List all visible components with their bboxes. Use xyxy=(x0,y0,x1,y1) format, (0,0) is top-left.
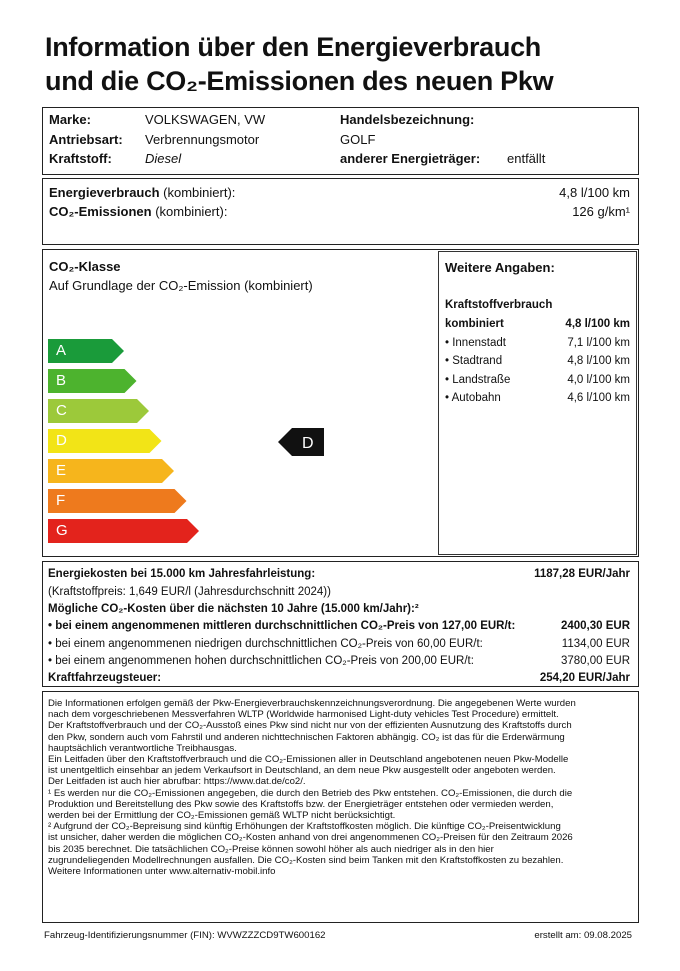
fine-print-line: Produktion und Bereitstellung des Pkw sowie des Kraftstoffs bzw. der Energieträger entstehen oder vermieden werden, xyxy=(48,798,554,810)
co2kosten-row-1-value: 2400,30 EUR xyxy=(560,620,630,632)
co2-label xyxy=(49,204,227,220)
fine-print-line: Der Kraftstoffverbrauch und der CO₂-Ausstoß eines Pkw sind nicht nur von der effizienten Ausnutzung des Kraftstoffs durch xyxy=(48,720,572,732)
fine-print-line: ist unentgeltlich einsehbar an jedem Verkaufsort in Deutschland, an dem neue Pkw ausgestellt oder angeboten werden. xyxy=(48,765,556,777)
fine-print-line: zugrundeliegenden Modellrechnungen ausfallen. Die CO₂-Kosten sind beim Tanken mit den Kraftstoffkosten zu bezahlen. xyxy=(48,854,564,866)
fin-text: Fahrzeug-Identifizierungsnummer (FIN): WVWZZZCD9TW600162 xyxy=(44,930,326,941)
weitere-row-value: 4,8 l/100 km xyxy=(567,355,630,367)
weitere-row-label: • Stadtrand xyxy=(445,355,503,367)
energiekosten-value: 1187,28 EUR/Jahr xyxy=(534,568,630,580)
antrieb-value: Verbrennungsmotor xyxy=(145,132,260,147)
fine-print-line: ² Aufgrund der CO₂-Bepreisung sind künftig Erhöhungen der Kraftstoffkosten möglich. Die künftige CO₂-Preisentwicklung xyxy=(48,821,561,833)
co2-class-letter-b: B xyxy=(56,372,67,389)
weitere-row-label: • Innenstadt xyxy=(445,336,506,349)
fine-print-line: hauptsächlich verantwortliche Treibhausgas. xyxy=(48,742,237,754)
antrieb-label: Antriebsart: xyxy=(49,132,123,147)
weitere-row-label: • Landstraße xyxy=(445,373,511,386)
co2-class-arrow-b xyxy=(48,369,137,393)
energie-value: 4,8 l/100 km xyxy=(559,185,630,200)
weitere-row-label: kombiniert xyxy=(445,318,504,330)
current-class-letter: D xyxy=(302,435,314,452)
co2-class-arrow-a xyxy=(48,339,124,363)
fine-print-line: werden bei der Ermittlung der CO₂-Emissionen gemäß WLTP nicht berücksichtigt. xyxy=(48,810,396,822)
weitere-heading: Weitere Angaben: xyxy=(445,260,555,275)
energie-label-rest: (kombiniert): xyxy=(159,185,236,200)
co2kosten-row-3-value: 3780,00 EUR xyxy=(560,655,630,667)
co2-class-arrow-g xyxy=(48,519,199,543)
created-date: erstellt am: 09.08.2025 xyxy=(534,930,632,941)
co2kosten-row-1-label: • bei einem angenommenen mittleren durchschnittlichen CO₂-Preis von 127,00 EUR/t: xyxy=(48,620,516,632)
andere-value: entfällt xyxy=(507,151,546,166)
weitere-row-value: 4,8 l/100 km xyxy=(565,318,630,330)
co2-label-bold: CO₂-Emissionen xyxy=(49,204,152,219)
co2kosten-row-2-value: 1134,00 EUR xyxy=(561,638,630,650)
fine-print xyxy=(48,698,638,877)
co2-class-letter-c: C xyxy=(56,402,67,419)
fine-print-line: bis 2035 berechnet. Die tatsächlichen CO₂-Preise können sowohl höher als auch niedriger als in den hier xyxy=(48,843,494,855)
co2-class-letter-f: F xyxy=(56,492,66,509)
energie-label-bold: Energieverbrauch xyxy=(49,185,160,200)
title-line-2: und die CO₂-Emissionen des neuen Pkw xyxy=(45,66,554,96)
co2kosten-label: Mögliche CO₂-Kosten über die nächsten 10 Jahre (15.000 km/Jahr):² xyxy=(48,603,419,615)
co2kosten-row-2-label: • bei einem angenommenen niedrigen durchschnittlichen CO₂-Preis von 60,00 EUR/t: xyxy=(48,638,483,650)
fine-print-line: Weitere Informationen unter www.alternativ-mobil.info xyxy=(48,866,276,878)
kraftstoff-value: Diesel xyxy=(145,151,182,166)
co2kosten-row-3-label: • bei einem angenommenen hohen durchschnittlichen CO₂-Preis von 200,00 EUR/t: xyxy=(48,655,474,667)
fine-print-line: Die Informationen erfolgen gemäß der Pkw-Energieverbrauchskennzeichnungsverordnung. Die angegebenen Werte wurden xyxy=(48,698,576,709)
andere-label: anderer Energieträger: xyxy=(340,151,481,166)
fine-print-line: Der Leitfaden ist auch hier abrufbar: https://www.dat.de/co2/. xyxy=(48,776,306,788)
title-line-1: Information über den Energieverbrauch xyxy=(45,32,541,62)
co2-class-arrow-e xyxy=(48,459,174,483)
co2-class-letter-e: E xyxy=(56,462,67,479)
co2-class-arrow-c xyxy=(48,399,149,423)
co2-class-letter-a: A xyxy=(56,342,67,359)
co2-class-letter-g: G xyxy=(56,522,68,539)
page-title xyxy=(45,30,645,98)
co2-value: 126 g/km¹ xyxy=(572,204,630,219)
co2-class-heading: CO₂-Klasse xyxy=(49,259,121,274)
handel-value: GOLF xyxy=(340,132,376,147)
fine-print-line: nach dem vorgeschriebenen Messverfahren WLTP (Worldwide harmonised Light-duty vehicles Test Procedure) ermittelt. xyxy=(48,709,559,721)
co2-class-arrow-f xyxy=(48,489,187,513)
energiekosten-label: Energiekosten bei 15.000 km Jahresfahrleistung: xyxy=(48,568,316,580)
fine-print-line: Ein Leitfaden über den Kraftstoffverbrauch und die CO₂-Emissionen aller in Deutschland angebotenen neuen Pkw-Modelle xyxy=(48,754,569,766)
kraftstoffpreis: (Kraftstoffpreis: 1,649 EUR/l (Jahresdurchschnitt 2024)) xyxy=(48,586,331,598)
steuer-value: 254,20 EUR/Jahr xyxy=(539,672,630,684)
marke-label: Marke: xyxy=(49,112,91,127)
handel-label: Handelsbezeichnung: xyxy=(340,112,475,127)
weitere-row-value: 4,6 l/100 km xyxy=(567,392,630,404)
co2-label-rest: (kombiniert): xyxy=(151,204,228,219)
co2-class-arrow-d xyxy=(48,429,162,453)
co2-class-letter-d: D xyxy=(56,432,67,449)
weitere-row-value: 4,0 l/100 km xyxy=(567,373,630,386)
kraftstoff-label: Kraftstoff: xyxy=(49,151,112,166)
kraftstoffverbrauch-label: Kraftstoffverbrauch xyxy=(445,299,553,311)
fine-print-line: ist unsicher, daher werden die möglichen CO₂-Kosten anhand von drei angenommenen CO₂-Preisen für den Zeitraum 2026 xyxy=(48,832,573,844)
current-class-marker xyxy=(278,428,324,456)
fine-print-line: den Pkw, sondern auch vom Fahrstil und anderen nichttechnischen Faktoren abhängig. CO₂ ist das für die Erderwärmung xyxy=(48,731,565,743)
weitere-row-label: • Autobahn xyxy=(445,392,501,404)
marke-value: VOLKSWAGEN, VW xyxy=(145,112,266,127)
fine-print-line: ¹ Es werden nur die CO₂-Emissionen angegeben, die durch den Betrieb des Pkw entstehen. CO₂-Emissionen, die durch die xyxy=(48,787,573,799)
steuer-label: Kraftfahrzeugsteuer: xyxy=(48,672,162,684)
weitere-row-value: 7,1 l/100 km xyxy=(567,336,630,349)
energie-label xyxy=(49,185,235,201)
co2-class-subtitle: Auf Grundlage der CO₂-Emission (kombiniert) xyxy=(49,278,313,293)
